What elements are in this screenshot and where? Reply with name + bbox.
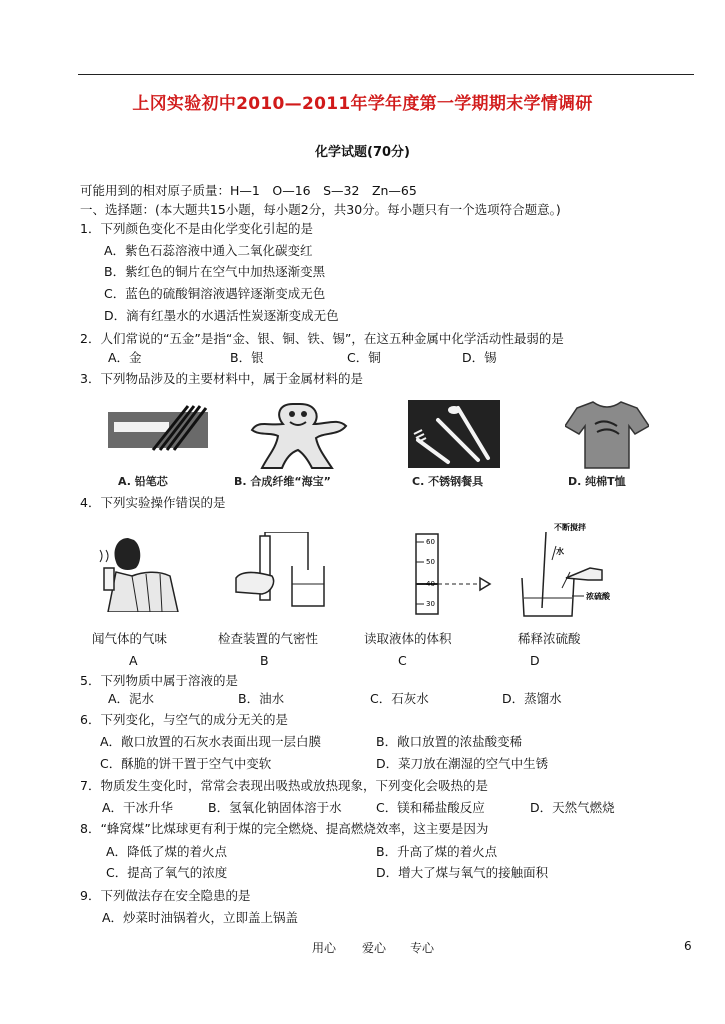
q8-stem: 8．“蜂窝煤”比煤球更有利于煤的完全燃烧、提高燃烧效率，这主要是因为: [80, 821, 489, 836]
haibao-mascot-image: [238, 396, 358, 476]
q4-letter-d: D: [530, 653, 540, 668]
q3-caption-d: D. 纯棉T恤: [568, 475, 626, 488]
q6-stem: 6．下列变化，与空气的成分无关的是: [80, 712, 288, 727]
q4-letter-b: B: [260, 653, 269, 668]
q8-option-c: C．提高了氧气的浓度: [106, 865, 228, 880]
airtightness-apparatus-image: [232, 532, 330, 616]
q1-option-b: B．紫红色的铜片在空气中加热逐渐变黑: [104, 264, 326, 279]
atomic-mass-line: 可能用到的相对原子质量：H—1 O—16 S—32 Zn—65: [80, 183, 417, 198]
diluting-sulfuric-acid-image: [512, 522, 626, 622]
page-title: 上冈实验初中2010—2011年学年度第一学期期末学情调研: [132, 94, 593, 114]
footer-motto-1: 用心: [312, 941, 337, 955]
q4-caption-d: 稀释浓硫酸: [518, 631, 581, 646]
q2-option-c: C．铜: [347, 350, 381, 365]
q3-caption-a: A. 铅笔芯: [118, 475, 168, 488]
q2-option-a: A．金: [108, 350, 142, 365]
q6-option-d: D．菜刀放在潮湿的空气中生锈: [376, 756, 549, 771]
q3-caption-c: C. 不锈钢餐具: [412, 475, 484, 488]
q1-option-d: D．滴有红墨水的水遇活性炭逐渐变成无色: [104, 308, 339, 323]
stainless-cutlery-image: [408, 400, 500, 468]
q3-caption-b: B. 合成纤维“海宝”: [234, 475, 331, 488]
q1-option-c: C．蓝色的硫酸铜溶液遇锌逐渐变成无色: [104, 286, 326, 301]
q1-option-a: A．紫色石蕊溶液中通入二氧化碳变红: [104, 243, 313, 258]
q5-option-d: D．蒸馏水: [502, 691, 562, 706]
q2-stem: 2．人们常说的“五金”是指“金、银、铜、铁、锡”，在这五种金属中化学活动性最弱的是: [80, 331, 564, 346]
label-stir: 不断搅拌: [554, 523, 586, 532]
label-acid: 浓硫酸: [586, 592, 610, 601]
exam-subtitle: 化学试题(70分): [315, 145, 410, 160]
label-water: 水: [556, 547, 564, 556]
q5-option-c: C．石灰水: [370, 691, 429, 706]
page-number: 6: [684, 939, 692, 953]
q7-option-b: B．氢氧化钠固体溶于水: [208, 800, 342, 815]
q7-stem: 7．物质发生变化时，常常会表现出吸热或放热现象，下列变化会吸热的是: [80, 778, 488, 793]
cotton-tshirt-image: [565, 398, 649, 470]
cyl-tick-60: 60: [426, 538, 435, 546]
q5-option-b: B．油水: [238, 691, 285, 706]
cyl-tick-50: 50: [426, 558, 435, 566]
q8-option-b: B．升高了煤的着火点: [376, 844, 498, 859]
graduated-cylinder-image: [398, 530, 498, 618]
q4-caption-a: 闻气体的气味: [92, 631, 168, 646]
q6-option-a: A．敞口放置的石灰水表面出现一层白膜: [100, 734, 322, 749]
q8-option-a: A．降低了煤的着火点: [106, 844, 228, 859]
q5-option-a: A．泥水: [108, 691, 155, 706]
pencil-lead-image: [108, 400, 208, 460]
q9-option-a: A．炒菜时油锅着火，立即盖上锅盖: [102, 910, 299, 925]
q4-stem: 4．下列实验操作错误的是: [80, 495, 226, 510]
header-rule: [78, 74, 694, 75]
q7-option-d: D．天然气燃烧: [530, 800, 615, 815]
footer-motto-3: 专心: [410, 941, 435, 955]
q4-letter-a: A: [129, 653, 138, 668]
q7-option-c: C．镁和稀盐酸反应: [376, 800, 485, 815]
section-heading: 一、选择题：(本大题共15小题，每小题2分，共30分。每小题只有一个选项符合题意。): [80, 202, 561, 217]
smelling-gas-image: [98, 532, 190, 612]
q8-option-d: D．增大了煤与氧气的接触面积: [376, 865, 549, 880]
q4-caption-b: 检查装置的气密性: [218, 631, 319, 646]
q2-option-b: B．银: [230, 350, 264, 365]
q6-option-b: B．敞口放置的浓盐酸变稀: [376, 734, 523, 749]
q4-caption-c: 读取液体的体积: [364, 631, 452, 646]
q4-letter-c: C: [398, 653, 407, 668]
q9-stem: 9．下列做法存在安全隐患的是: [80, 888, 251, 903]
q6-option-c: C．酥脆的饼干置于空气中变软: [100, 756, 272, 771]
q7-option-a: A．干冰升华: [102, 800, 174, 815]
footer-motto-2: 爱心: [362, 941, 387, 955]
q2-option-d: D．锡: [462, 350, 497, 365]
cyl-tick-30: 30: [426, 600, 435, 608]
q1-stem: 1．下列颜色变化不是由化学变化引起的是: [80, 221, 313, 236]
q5-stem: 5．下列物质中属于溶液的是: [80, 673, 238, 688]
cyl-tick-40: 40: [426, 580, 435, 588]
q3-stem: 3．下列物品涉及的主要材料中，属于金属材料的是: [80, 371, 363, 386]
